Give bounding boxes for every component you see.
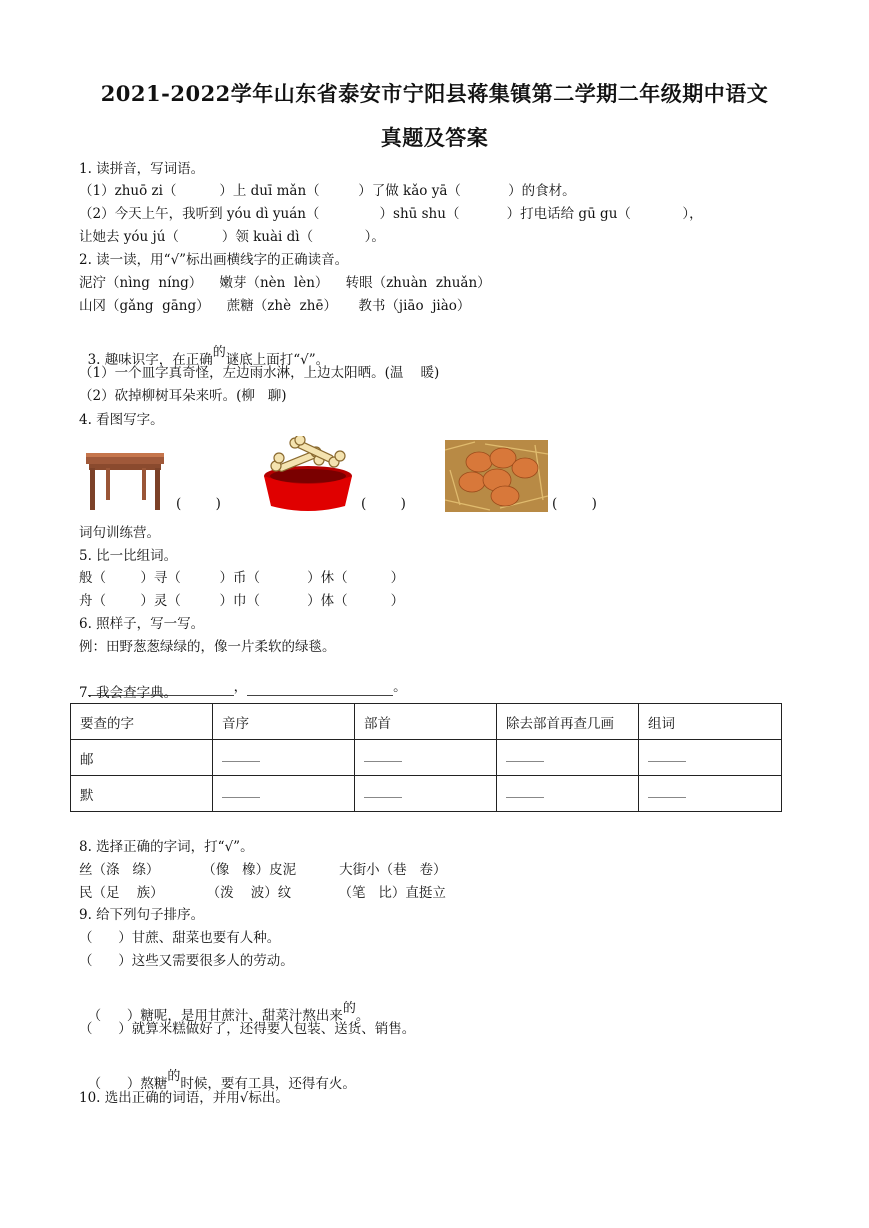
- q6-example: 例：田野葱葱绿绿的，像一片柔软的绿毯。: [79, 639, 336, 655]
- q2-line-1: 泥泞（nìng níng） 嫩芽（nèn lèn） 转眼（zhuàn zhuǎn）: [79, 275, 491, 291]
- q5-line-1: 般（ ）寻（ ）币（ ）休（ ）: [79, 570, 405, 586]
- dictionary-table: [70, 703, 782, 812]
- answer-blank[interactable]: [506, 760, 544, 762]
- q2-line-2: 山冈（gǎng gāng） 蔗糖（zhè zhē） 教书（jiāo jiào）: [79, 298, 471, 314]
- table-cell[interactable]: [497, 740, 639, 776]
- answer-blank[interactable]: [222, 796, 260, 798]
- table-cell[interactable]: [639, 776, 782, 812]
- table-header-row: [71, 704, 782, 740]
- table-row: [71, 776, 782, 812]
- table-header-cell: 音序: [213, 704, 355, 740]
- q9-heading: 9. 给下列句子排序。: [79, 907, 205, 923]
- q1-line-1: （1）zhuō zi（ ）上 duī mǎn（ ）了做 kǎo yā（ ）的食材。: [79, 183, 576, 199]
- q1-line-3: 让她去 yóu jú（ ）领 kuài dì（ ）。: [79, 229, 385, 245]
- page-title-line2: 真题及答案: [380, 125, 489, 150]
- q9-sentence-1: （ ）甘蔗、甜菜也要有人种。: [79, 930, 281, 946]
- answer-blank[interactable]: [506, 796, 544, 798]
- q3-heading-b: 谜底上面打“√”。: [225, 352, 330, 368]
- eggs-nest-image: [445, 440, 548, 512]
- q9-sentence-2: （ ）这些又需要很多人的劳动。: [79, 953, 294, 969]
- q9-sentence-3-a: （ ）糖呢，是用甘蔗汁、甜菜汁熬出来: [87, 1008, 343, 1024]
- answer-blank[interactable]: [364, 796, 402, 798]
- q9-sentence-4: （ ）就算米糕做好了，还得要人包装、送货、销售。: [79, 1021, 416, 1037]
- answer-blank[interactable]: [364, 760, 402, 762]
- q9-sentence-3-b: 。: [355, 1008, 370, 1024]
- table-image: [84, 450, 168, 512]
- table-header-cell: 部首: [355, 704, 497, 740]
- answer-blank[interactable]: [648, 796, 686, 798]
- q8-heading: 8. 选择正确的字词，打“√”。: [79, 839, 254, 855]
- q1-heading: 1. 读拼音，写词语。: [79, 161, 205, 177]
- q9-sentence-5-a: （ ）熬糖: [87, 1076, 168, 1092]
- answer-blank[interactable]: [648, 760, 686, 762]
- table-header-cell: 除去部首再查几画: [497, 704, 639, 740]
- q4-tail: 词句训练营。: [79, 525, 160, 541]
- table-row: [71, 740, 782, 776]
- table-cell[interactable]: [355, 776, 497, 812]
- q3-heading-sup: 的: [212, 345, 226, 360]
- table-cell-char: 邮: [71, 740, 213, 776]
- bone-bowl-image: [259, 436, 357, 512]
- q5-heading: 5. 比一比组词。: [79, 548, 178, 564]
- table-cell[interactable]: [355, 740, 497, 776]
- q6-period: 。: [393, 679, 407, 695]
- q3-line-2: （2）砍掉柳树耳朵来听。(柳 聊): [79, 388, 287, 404]
- table-cell-char: 默: [71, 776, 213, 812]
- q9-sentence-5-b: 时候，要有工具，还得有火。: [180, 1076, 356, 1092]
- q4-heading: 4. 看图写字。: [79, 412, 164, 428]
- q3-line-1: （1）一个皿字真奇怪，左边雨水淋，上边太阳晒。(温 暖): [79, 365, 440, 381]
- q7-heading: 7. 我会查字典。: [79, 685, 178, 701]
- table-cell[interactable]: [213, 776, 355, 812]
- q3-heading-a: 3. 趣味识字，在正确: [87, 352, 213, 368]
- q9-sentence-5-sup: 的: [167, 1069, 181, 1084]
- q9-sentence-3-sup: 的: [342, 1001, 356, 1016]
- q5-line-2: 舟（ ）灵（ ）巾（ ）体（ ）: [79, 593, 405, 609]
- q2-heading: 2. 读一读，用“√”标出画横线字的正确读音。: [79, 252, 349, 268]
- table-header-cell: 要查的字: [71, 704, 213, 740]
- q6-blank-2[interactable]: [247, 681, 393, 696]
- q8-line-2: 民（足 族） （泼 波）纹 （笔 比）直挺立: [79, 885, 446, 901]
- table-cell[interactable]: [639, 740, 782, 776]
- q8-line-1: 丝（涤 绦） （像 橡）皮泥 大街小（巷 卷）: [79, 862, 447, 878]
- q6-heading: 6. 照样子，写一写。: [79, 616, 205, 632]
- table-cell[interactable]: [213, 740, 355, 776]
- q10-heading: 10. 选出正确的词语，并用√标出。: [79, 1090, 289, 1106]
- q4-answer-2: ( ): [361, 496, 406, 512]
- answer-blank[interactable]: [222, 760, 260, 762]
- q4-answer-3: ( ): [552, 496, 597, 512]
- q6-comma: ，: [233, 679, 248, 695]
- table-cell[interactable]: [497, 776, 639, 812]
- q1-line-2: （2）今天上午，我听到 yóu dì yuán（ ）shū shu（ ）打电话给 gū gu（ ），: [79, 206, 703, 222]
- q4-answer-1: ( ): [176, 496, 221, 512]
- table-header-cell: 组词: [639, 704, 782, 740]
- page-title-line1: 2021-2022学年山东省泰安市宁阳县蒋集镇第二学期二年级期中语文: [100, 81, 769, 106]
